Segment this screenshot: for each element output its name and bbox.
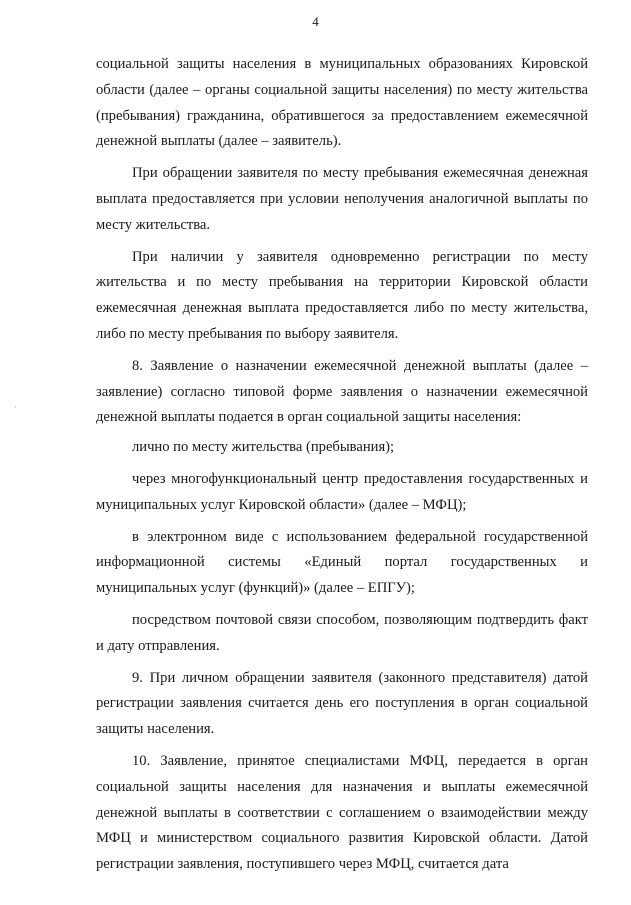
paragraph: При наличии у заявителя одновременно регистрации по месту жительства и по месту пребывания на территории Кировской области ежемесячная денежная выплата предоставляется либо по месту жительства, либо по месту пребывания по выбору заявителя. — [96, 248, 588, 342]
list-item: в электронном виде с использованием федеральной государственной информационной системы «Единый портал государственных и муниципальных услуг (функций)» (далее – ЕПГУ); — [96, 528, 588, 597]
list-item: посредством почтовой связи способом, позволяющим подтвердить факт и дату отправления. — [96, 611, 588, 654]
paragraph: При обращении заявителя по месту пребывания ежемесячная денежная выплата предоставляется при условии неполучения аналогичной выплаты по месту жительства. — [96, 165, 588, 233]
list-item: лично по месту жительства (пребывания); — [132, 439, 395, 456]
paragraph-item-9: 9. При личном обращении заявителя (законного представителя) датой регистрации заявления считается день его поступления в орган социальной защиты населения. — [96, 669, 588, 738]
paragraph-item-8: 8. Заявление о назначении ежемесячной денежной выплаты (далее – заявление) согласно типовой форме заявления о назначении ежемесячной денежной выплаты подается в орган социальной защиты населения: — [96, 357, 588, 426]
scan-speck: · — [14, 403, 17, 412]
paragraph-item-10: 10. Заявление, принятое специалистами МФЦ, передается в орган социальной защиты населения для назначения и выплаты ежемесячной денежной выплаты в соответствии с соглашением о взаимодействии между МФЦ и министерством социального развития Кировской области. Датой регистрации заявления, поступившего через МФЦ, считается дата — [96, 752, 588, 873]
paragraph-continuation: социальной защиты населения в муниципальных образованиях Кировской области (далее – органы социальной защиты населения) по месту жительства (пребывания) гражданина, обратившегося за предоставлением ежемесячной денежной выплаты (далее – заявитель). — [96, 56, 588, 150]
page-number: 4 — [312, 14, 319, 29]
document-body — [96, 52, 588, 882]
list-item: через многофункциональный центр предоставления государственных и муниципальных услуг Кировской области» (далее – МФЦ); — [96, 470, 588, 513]
